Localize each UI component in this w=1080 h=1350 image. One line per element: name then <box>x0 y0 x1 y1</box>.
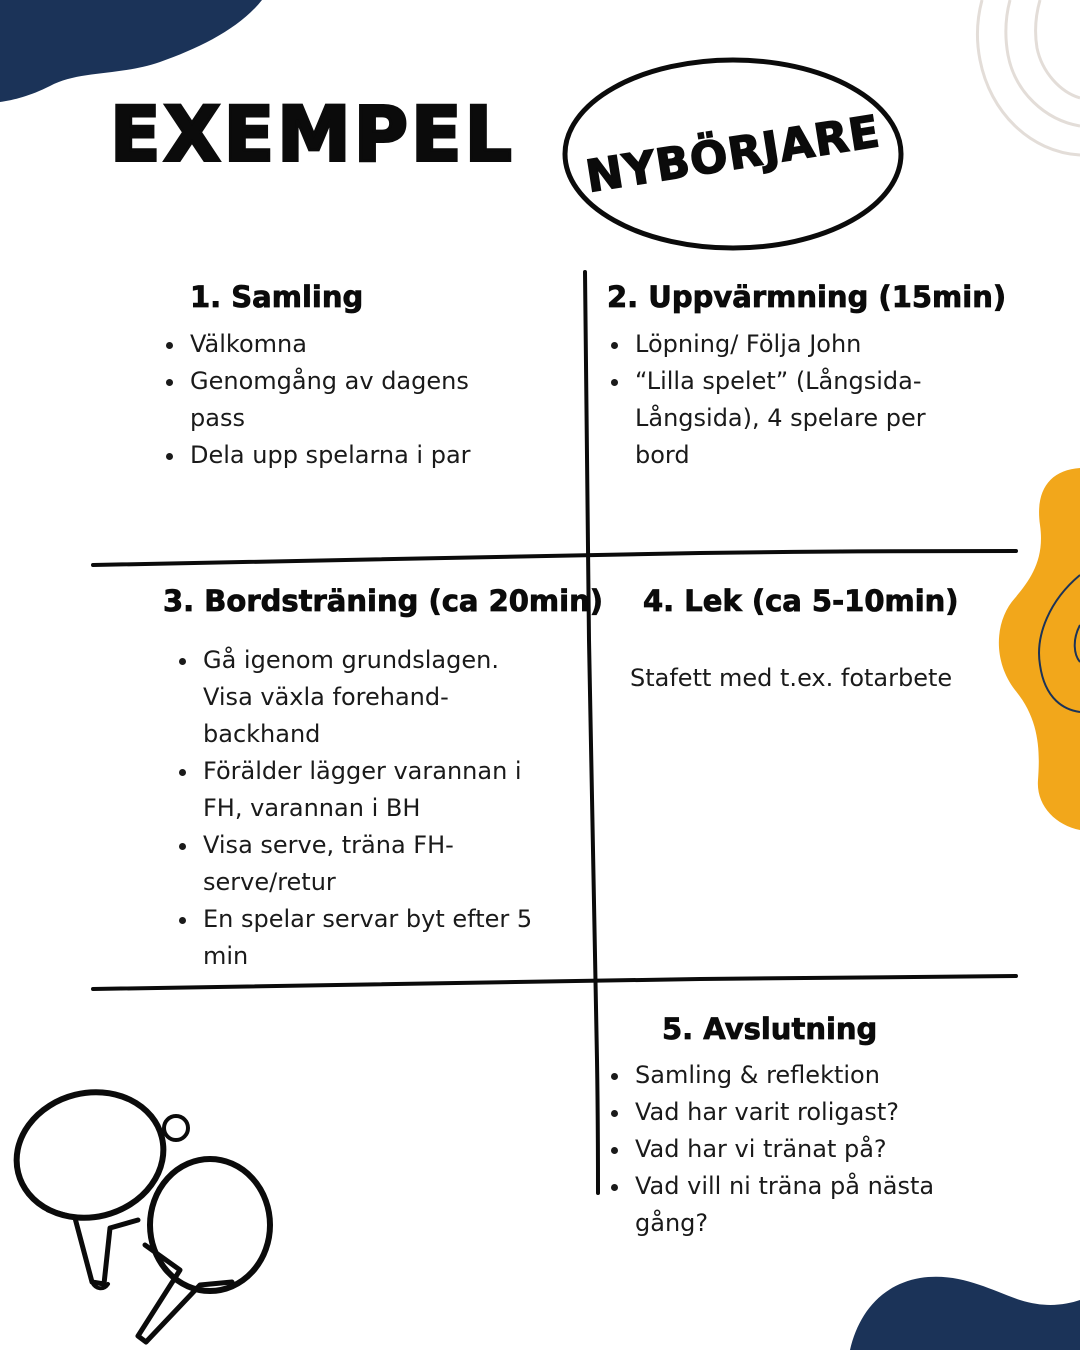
list-item: “Lilla spelet” (Långsida-Långsida), 4 spelare per bord <box>635 363 965 474</box>
list-item: Gå igenom grundslagen. Visa växla forehand-backhand <box>203 642 553 753</box>
list-item: Löpning/ Följa John <box>635 326 965 363</box>
list-item: Förälder lägger varannan i FH, varannan i BH <box>203 753 553 827</box>
section-heading-lek: 4. Lek (ca 5-10min) <box>643 584 959 618</box>
section-heading-bordstraning: 3. Bordsträning (ca 20min) <box>163 584 603 618</box>
list-item: Samling & reflektion <box>635 1057 935 1094</box>
section-heading-samling: 1. Samling <box>190 280 364 314</box>
level-badge <box>562 56 904 252</box>
section-list-samling <box>164 326 520 474</box>
list-item: Välkomna <box>190 326 520 363</box>
section-heading-avslutning: 5. Avslutning <box>662 1012 878 1046</box>
section-text-lek: Stafett med t.ex. fotarbete <box>630 664 953 692</box>
list-item: Dela upp spelarna i par <box>190 437 520 474</box>
list-item: Genomgång av dagens pass <box>190 363 520 437</box>
navy-blob-bottom-right <box>850 1277 1080 1350</box>
badge-label: NYBÖRJARE <box>582 105 884 203</box>
list-item: Vad har varit roligast? <box>635 1094 935 1131</box>
section-list-uppvarmning <box>609 326 965 474</box>
section-heading-uppvarmning: 2. Uppvärmning (15min) <box>607 280 1007 314</box>
ping-pong-ball-icon <box>164 1116 188 1140</box>
list-item: En spelar servar byt efter 5 min <box>203 901 553 975</box>
list-item: Vad vill ni träna på nästa gång? <box>635 1168 935 1242</box>
section-list-avslutning <box>609 1057 935 1242</box>
list-item: Vad har vi tränat på? <box>635 1131 935 1168</box>
page-title: EXEMPEL <box>110 91 515 179</box>
ping-pong-paddles-icon <box>3 1077 270 1342</box>
navy-blob-top-left <box>0 0 262 102</box>
section-list-bordstraning <box>177 642 553 975</box>
rings-top-right <box>977 0 1080 155</box>
list-item: Visa serve, träna FH-serve/retur <box>203 827 553 901</box>
